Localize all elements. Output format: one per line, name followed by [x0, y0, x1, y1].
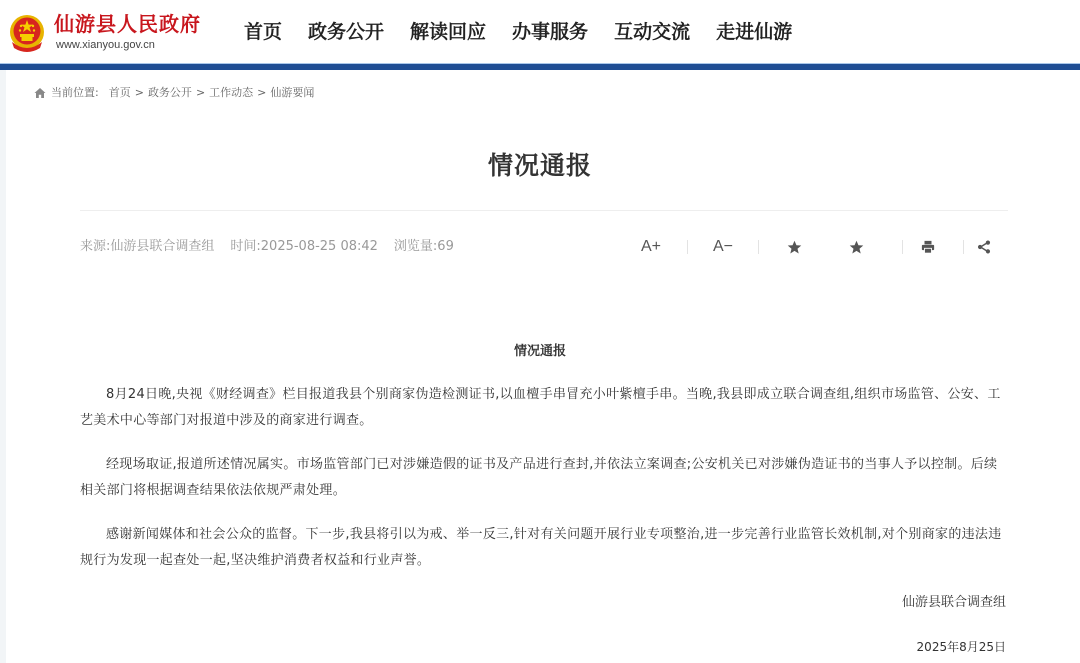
header-divider-bar [0, 64, 1080, 70]
article-paragraph: 感谢新闻媒体和社会公众的监督。下一步,我县将引以为戒、举一反三,针对有关问题开展行业专项整治,进一步完善行业监管长效机制,对个别商家的违法违规行为发现一起查处一起,坚决维护消费者权益和行业声誉。 [80, 527, 1002, 568]
breadcrumb-separator: > [257, 86, 267, 99]
nav-item-services[interactable]: 办事服务 [512, 21, 589, 43]
share-icon [977, 240, 991, 254]
article-toolbar [620, 236, 1010, 258]
font-increase-button[interactable]: A+ [640, 238, 661, 255]
breadcrumb-separator: > [195, 86, 206, 99]
toolbar-separator [758, 240, 759, 254]
breadcrumb [34, 86, 314, 100]
main-nav [244, 18, 818, 46]
national-emblem-icon[interactable] [6, 12, 48, 54]
breadcrumb-government-affairs[interactable]: 政务公开 [147, 86, 192, 99]
nav-item-government-affairs[interactable]: 政务公开 [308, 21, 385, 43]
nav-item-about-xianyou[interactable]: 走进仙游 [716, 21, 793, 43]
article-source: 来源:仙游县联合调查组 [80, 239, 215, 254]
toolbar-separator [902, 240, 903, 254]
font-decrease-button[interactable]: A− [712, 238, 733, 255]
breadcrumb-separator: > [134, 86, 144, 99]
title-divider [80, 210, 1008, 211]
nav-item-home[interactable]: 首页 [244, 21, 283, 43]
article-time: 时间:2025-08-25 08:42 [230, 239, 378, 254]
site-header [0, 0, 1080, 64]
article-date: 2025年8月25日 [916, 640, 1006, 654]
share-button[interactable] [975, 236, 993, 258]
home-icon [34, 87, 46, 99]
article-paragraph: 经现场取证,报道所述情况属实。市场监管部门已对涉嫌造假的证书及产品进行查封,并依法立案调查;公安机关已对涉嫌伪造证书的当事人予以控制。后续相关部门将根据调查结果依法依规严肃处理。 [80, 457, 998, 498]
bookmark-button[interactable] [847, 236, 865, 258]
breadcrumb-home[interactable]: 首页 [108, 86, 131, 99]
site-name[interactable]: 仙游县人民政府 [54, 12, 201, 36]
toolbar-separator [687, 240, 688, 254]
print-button[interactable] [919, 236, 937, 258]
nav-item-interaction[interactable]: 互动交流 [614, 21, 691, 43]
breadcrumb-label: 当前位置: [51, 86, 99, 99]
nav-item-interpretation[interactable]: 解读回应 [410, 21, 487, 43]
article-signature: 仙游县联合调查组 [901, 595, 1006, 610]
breadcrumb-xianyou-news[interactable]: 仙游要闻 [270, 86, 315, 99]
printer-icon [921, 240, 935, 254]
article-paragraph: 8月24日晚,央视《财经调查》栏目报道我县个别商家伪造检测证书,以血檀手串冒充小叶紫檀手串。当晚,我县即成立联合调查组,组织市场监管、公安、工艺美术中心等部门对报道中涉及的商家进行调查。 [80, 387, 1001, 428]
site-url: www.xianyou.gov.cn [56, 39, 155, 51]
article-views: 浏览量:69 [393, 239, 454, 254]
star-icon [787, 240, 802, 255]
article-meta [80, 238, 470, 256]
toolbar-separator [963, 240, 964, 254]
content-heading: 情况通报 [513, 344, 566, 359]
breadcrumb-work-updates[interactable]: 工作动态 [209, 86, 254, 99]
page-title: 情况通报 [487, 151, 592, 180]
favorite-button[interactable] [785, 236, 803, 258]
star-icon [849, 240, 864, 255]
